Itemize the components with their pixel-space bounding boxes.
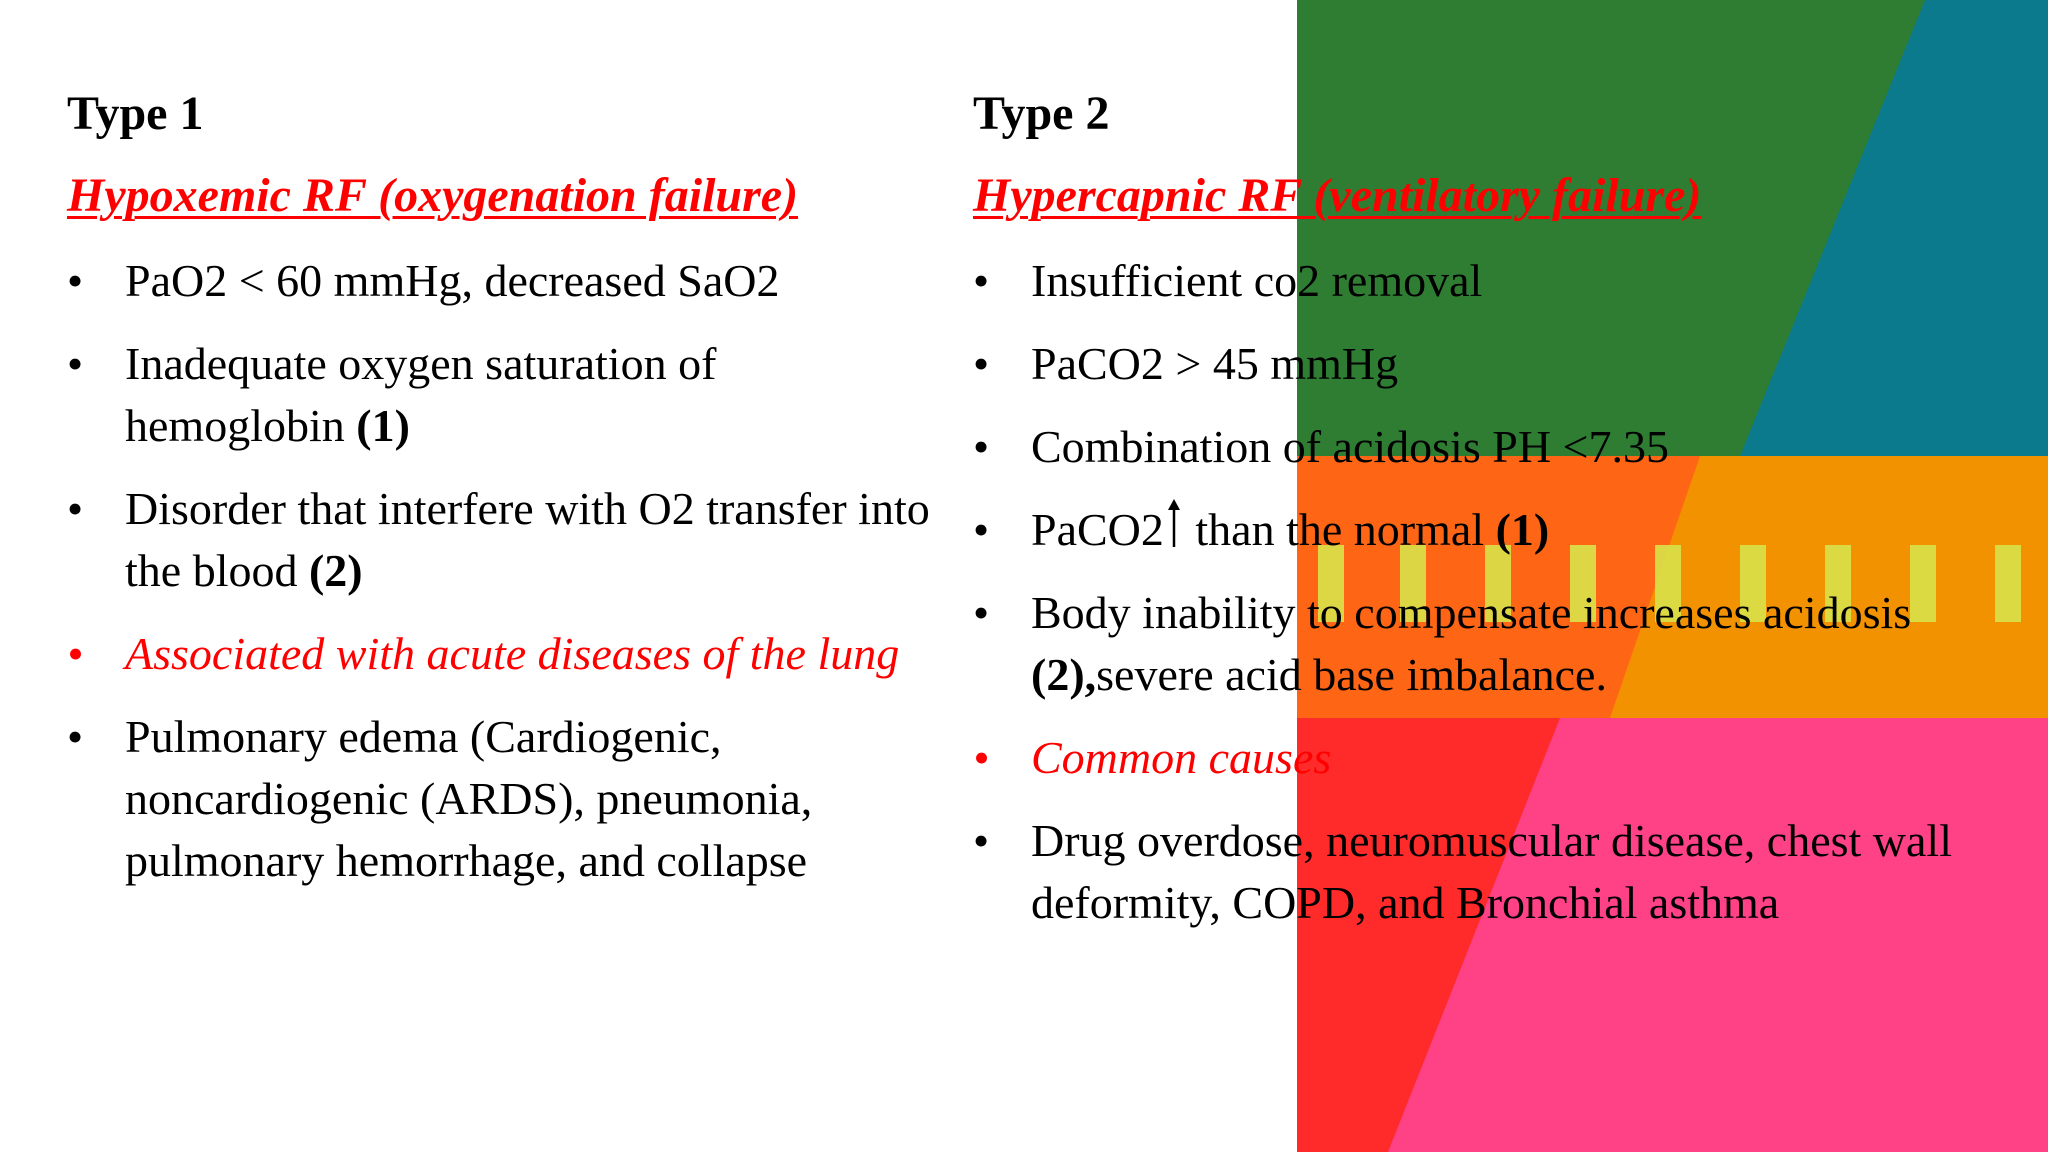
list-item [67,333,947,457]
bullet-icon: • [973,421,990,472]
type2-column [973,86,1993,955]
reference-number: (1) [356,400,410,451]
list-item [973,250,1993,312]
bullet-text: Combination of acidosis PH <7.35 [1031,421,1669,472]
bullet-text: Inadequate oxygen saturation of hemoglobin [125,338,717,451]
type1-column [67,86,947,913]
type1-heading: Type 1 [67,87,204,140]
bullet-icon: • [67,483,84,534]
bullet-text: Body inability to compensate increases acidosis [1031,587,1912,638]
bullet-text: severe acid base imbalance. [1096,649,1607,700]
reference-number: (2), [1031,649,1097,700]
bullet-icon: • [67,255,84,306]
bullet-icon: • [67,711,84,762]
type2-bullet-list [973,250,1993,934]
bullet-icon: • [67,628,84,679]
list-item-highlight [67,623,947,685]
list-item [973,582,1993,706]
reference-number: (2) [308,545,363,596]
list-item [973,416,1993,478]
bullet-icon: • [67,338,84,389]
bullet-icon: • [973,338,990,389]
bullet-text: Associated with acute diseases of the lung [125,628,900,679]
list-item [67,706,947,892]
bullet-text: PaCO2 [1031,504,1164,555]
list-item [973,810,1993,934]
bullet-text: than the normal [1183,504,1496,555]
bullet-text: Pulmonary edema (Cardiogenic, noncardiogenic (ARDS), pneumonia, pulmonary hemorrhage, and collapse [125,711,813,886]
bullet-text: PaO2 < 60 mmHg, decreased SaO2 [125,255,780,306]
reference-number: (1) [1495,504,1550,555]
bullet-text: PaCO2 > 45 mmHg [1031,338,1399,389]
list-item [67,478,947,602]
list-item [973,499,1993,561]
bullet-icon: • [973,815,990,866]
type2-subheading: Hypercapnic RF (ventilatory failure) [973,169,1702,222]
bullet-icon: • [973,255,990,306]
type1-subheading: Hypoxemic RF (oxygenation failure) [67,169,799,222]
type1-bullet-list [67,250,947,892]
bullet-text: Common causes [1031,732,1332,783]
bullet-text: Drug overdose, neuromuscular disease, chest wall deformity, COPD, and Bronchial asthma [1031,815,1952,928]
type2-heading: Type 2 [973,87,1110,140]
bullet-icon: • [973,587,990,638]
bullet-text: Insufficient co2 removal [1031,255,1483,306]
bullet-icon: • [973,732,990,783]
bullet-icon: • [973,504,990,555]
list-item-highlight [973,727,1993,789]
bullet-text: Disorder that interfere with O2 transfer into the blood [125,483,930,596]
list-item [973,333,1993,395]
up-arrow-icon [1166,499,1182,547]
list-item [67,250,947,312]
